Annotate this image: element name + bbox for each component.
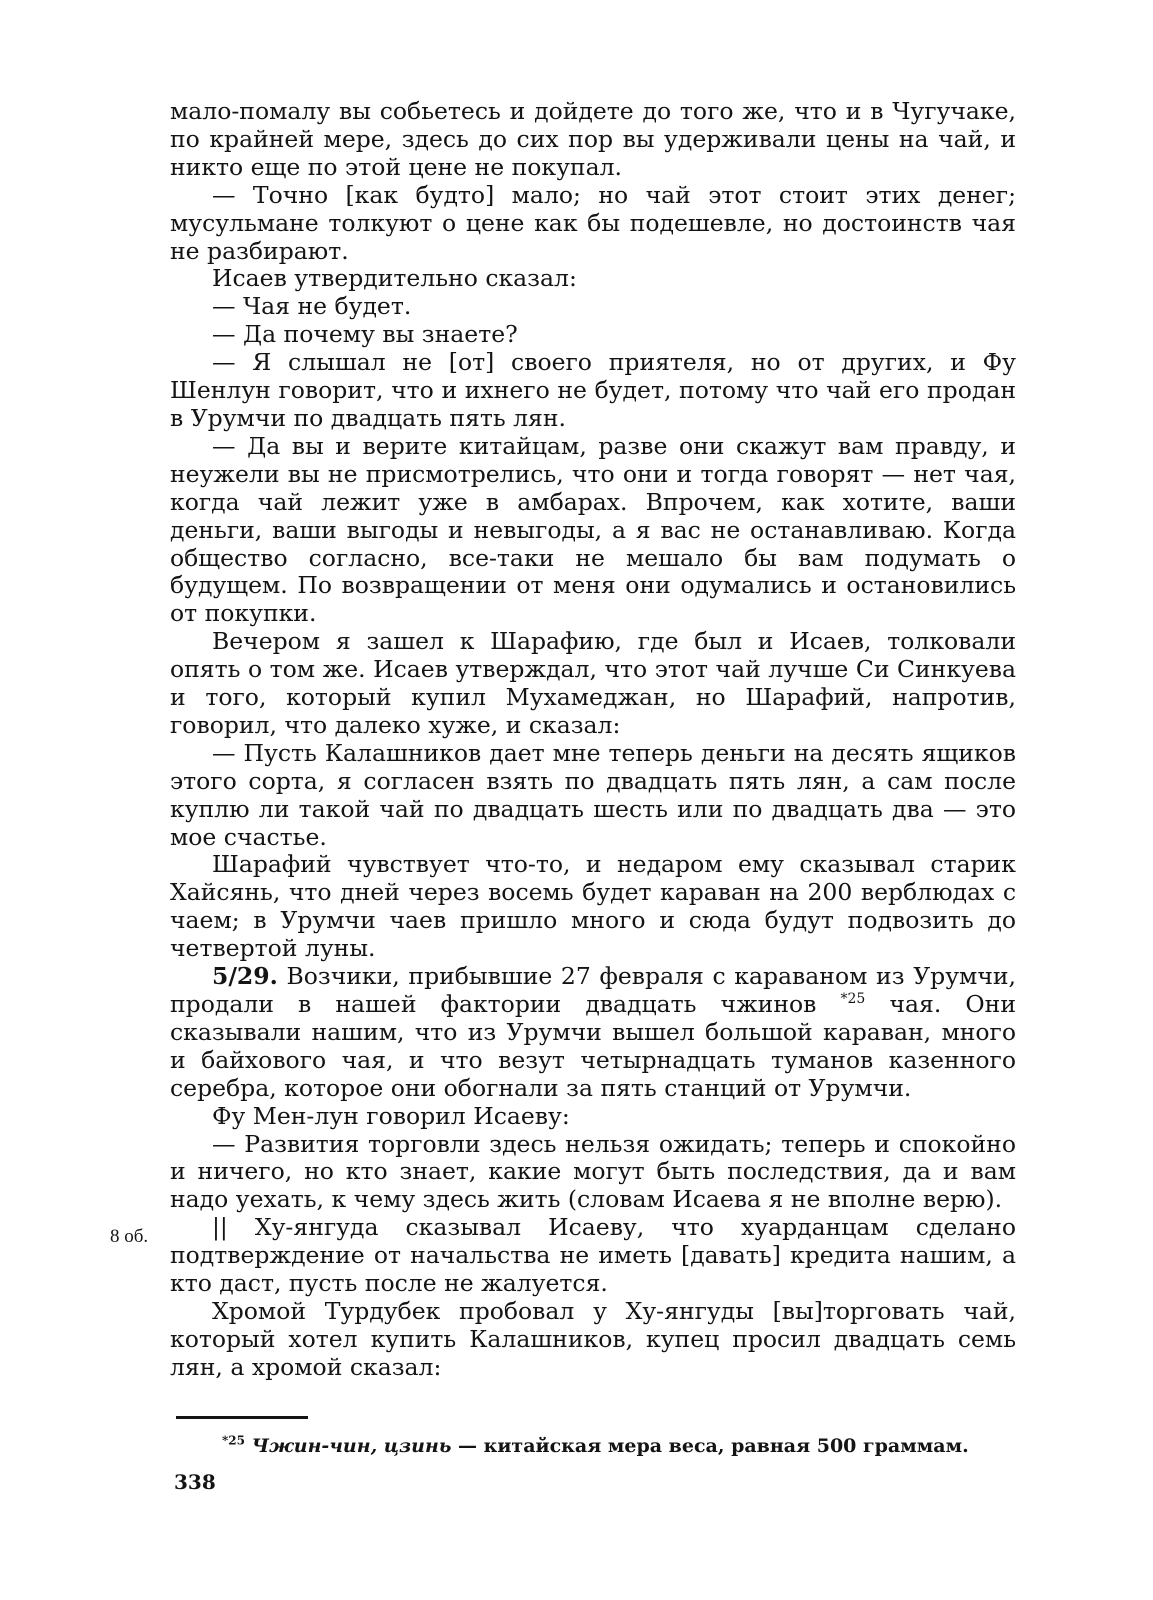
paragraph: — Развития торговли здесь нельзя ожидать; теперь и спокойно и ничего, но кто знает, какие могут быть последствия, да и вам надо уехать, к чему здесь жить (словам Исаева я не вполне верю). <box>170 1129 1016 1214</box>
diary-entry <box>170 963 1016 1103</box>
paragraph: — Да вы и верите китайцам, разве они скажут вам правду, и неужели вы не присмотрелись, что они и тогда говорят — нет чая, когда чай лежит уже в амбарах. Впрочем, как хотите, ваши деньги, ваши выгоды и невыгоды, а я вас не останавливаю. Когда общество согласно, все-таки не мешало бы вам подумать о будущем. По возвращении от меня они одумались и остановились от покупки. <box>170 431 1016 628</box>
paragraph: Фу Мен-лун говорил Исаеву: <box>212 1101 570 1130</box>
page-number: 338 <box>174 1470 216 1494</box>
paragraph: мало-помалу вы собьетесь и дойдете до того же, что и в Чугучаке, по крайней мере, здесь до сих пор вы удерживали цены на чай, и никто еще по этой цене не покупал. <box>170 97 1016 181</box>
entry-date: 5/29. <box>212 962 278 991</box>
paragraph: Хромой Турдубек пробовал у Ху-янгуды [вы]торговать чай, который хотел купить Калашников, купец просил двадцать семь лян, а хромой сказал: <box>170 1296 1016 1381</box>
footnote <box>222 1434 1022 1458</box>
paragraph: — Точно [как будто] мало; но чай этот стоит этих денег; мусульмане толкуют о цене как бы подешевле, но достоинств чая не разбирают. <box>170 180 1016 265</box>
footnote-mark: *25 <box>222 1433 245 1448</box>
paragraph: Исаев утвердительно сказал: <box>212 264 577 293</box>
paragraph: Шарафий чувствует что-то, и недаром ему сказывал старик Хайсянь, что дней через восемь будет караван на 200 верблюдах с чаем; в Урумчи чаев пришло много и сюда будут подвозить до четвертой луны. <box>170 850 1016 963</box>
footnote-reference: *25 <box>840 991 866 1008</box>
paragraph: — Да почему вы знаете? <box>212 320 518 349</box>
footnote-term: Чжин-чин, цзинь <box>251 1435 452 1457</box>
entry-text-continued: чая. Они сказывали нашим, что из Урумчи вышел большой караван, много и байхового чая, и что везут четырнадцать туманов казенного серебра, которое они обогнали за пять станций от Урумчи. <box>170 990 1016 1102</box>
paragraph: — Я слышал не [от] своего приятеля, но от других, и Фу Шенлун говорит, что и ихнего не будет, потому что чай его продан в Урумчи по двадцать пять лян. <box>170 348 1016 432</box>
entry-text: Возчики, прибывшие 27 февраля с караваном из Урумчи, продали в нашей фактории двадцать чжинов <box>170 962 1016 1018</box>
margin-note: 8 об. <box>110 1226 149 1247</box>
paragraph: || Ху-янгуда сказывал Исаеву, что хуарданцам сделано подтверждение от начальства не иметь [давать] кредита нашим, а кто даст, пусть после не жалуется. <box>170 1213 1016 1298</box>
paragraph: Вечером я зашел к Шарафию, где был и Исаев, толковали опять о том же. Исаев утверждал, что этот чай лучше Си Синкуева и того, который купил Мухамеджан, но Шарафий, напротив, говорил, что далеко хуже, и сказал: <box>170 627 1016 739</box>
paragraph: — Пусть Калашников дает мне теперь деньги на десять ящиков этого сорта, я согласен взять по двадцать пять лян, а сам после куплю ли такой чай по двадцать шесть или по двадцать два — это мое счастье. <box>170 738 1016 851</box>
main-text <box>170 98 1016 1382</box>
paragraph: — Чая не будет. <box>212 292 412 321</box>
footnote-divider <box>176 1416 308 1419</box>
footnote-text: — китайская мера веса, равная 500 граммам. <box>451 1435 969 1457</box>
